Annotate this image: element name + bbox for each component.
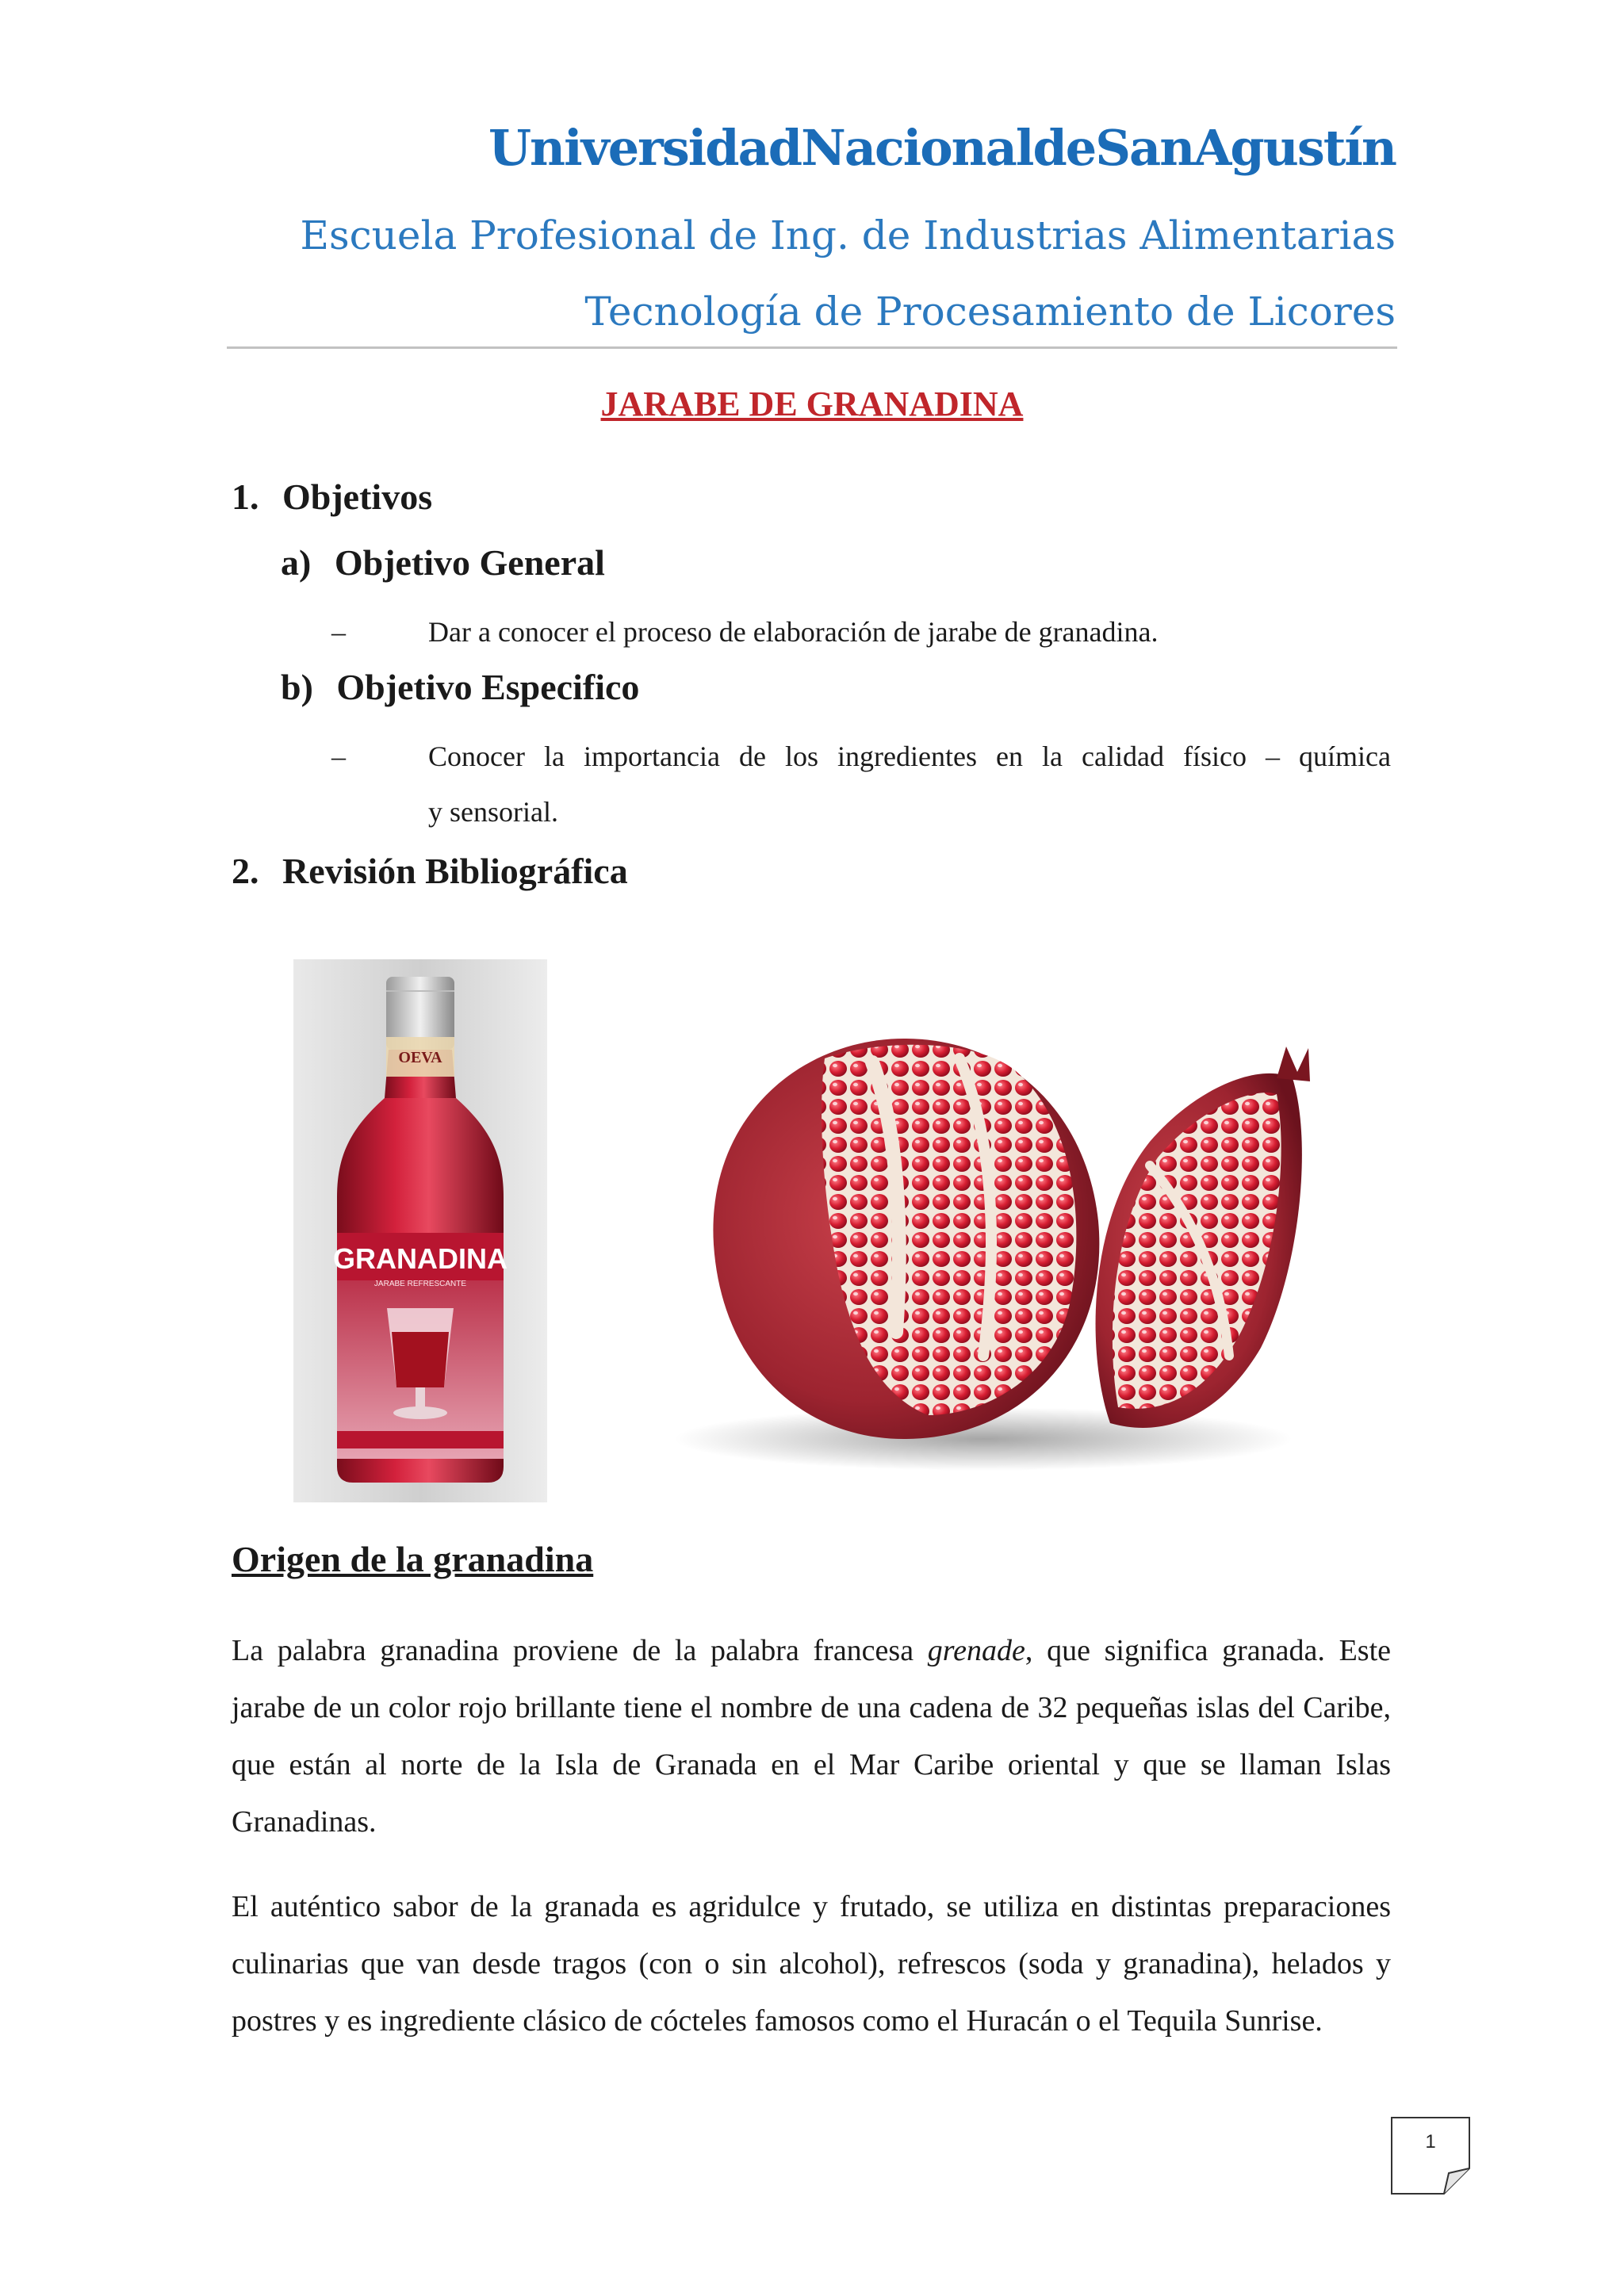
origin-paragraph-2: El auténtico sabor de la granada es agridulce y frutado, se utiliza en distintas preparaciones culinarias que van desde tragos (con o sin alcohol), refrescos (soda y granadina), helados y postres y es ingrediente clásico de cócteles famosos como el Huracán o el Tequila Sunrise.	[232, 1890, 1391, 2038]
university-name: UniversidadNacionaldeSanAgustín	[488, 119, 1396, 177]
objective-specific-title: Objetivo Especifico	[336, 667, 640, 707]
course-name: Tecnología de Procesamiento de Licores	[584, 289, 1396, 335]
objective-specific-text-line1: Conocer la importancia de los ingredientes en la calidad físico – química	[428, 740, 1391, 772]
bottle-label-text: GRANADINA	[333, 1242, 508, 1275]
bottle-sublabel-text: JARABE REFRESCANTE	[373, 1280, 467, 1288]
section-1-title: Objetivos	[282, 476, 433, 517]
objective-specific-text-line2: y sensorial.	[428, 796, 558, 828]
origin-p1-italic-word: grenade	[927, 1634, 1025, 1667]
section-1-heading	[232, 476, 432, 518]
bullet-dash: –	[331, 616, 346, 648]
bottle-brand-text: OEVA	[398, 1049, 442, 1066]
bullet-dash: –	[331, 740, 346, 772]
document-title: JARABE DE GRANADINA	[600, 385, 1024, 423]
origin-p1-text-before: La palabra granadina proviene de la palabra francesa	[232, 1634, 928, 1667]
objective-specific-letter: b)	[281, 667, 313, 707]
school-name: Escuela Profesional de Ing. de Industrias Alimentarias	[300, 212, 1396, 258]
granadina-bottle-image	[293, 959, 547, 1502]
objective-general-text: Dar a conocer el proceso de elaboración de jarabe de granadina.	[428, 616, 1159, 648]
section-2-number: 2.	[232, 851, 259, 891]
origin-heading: Origen de la granadina	[232, 1539, 594, 1579]
section-2-heading	[232, 850, 628, 892]
origin-p1-text-after: , que significa granada. Este jarabe de un color rojo brillante tiene el nombre de una cadena de 32 pequeñas islas del Caribe, que están al norte de la Isla de Granada en el Mar Caribe oriental y que se llaman Islas Granadinas.	[232, 1634, 1392, 1839]
section-1-number: 1.	[232, 476, 259, 517]
page-number: 1	[1425, 2131, 1436, 2152]
objective-general-letter: a)	[281, 542, 312, 583]
objective-specific-heading	[281, 666, 639, 708]
section-2-title: Revisión Bibliográfica	[282, 851, 628, 891]
pomegranate-image	[642, 983, 1324, 1475]
page-number-tab	[1390, 2116, 1471, 2195]
objective-general-heading	[281, 541, 605, 584]
objective-general-title: Objetivo General	[334, 542, 605, 583]
header-divider	[227, 346, 1397, 349]
origin-paragraph-1	[232, 1622, 1391, 1850]
